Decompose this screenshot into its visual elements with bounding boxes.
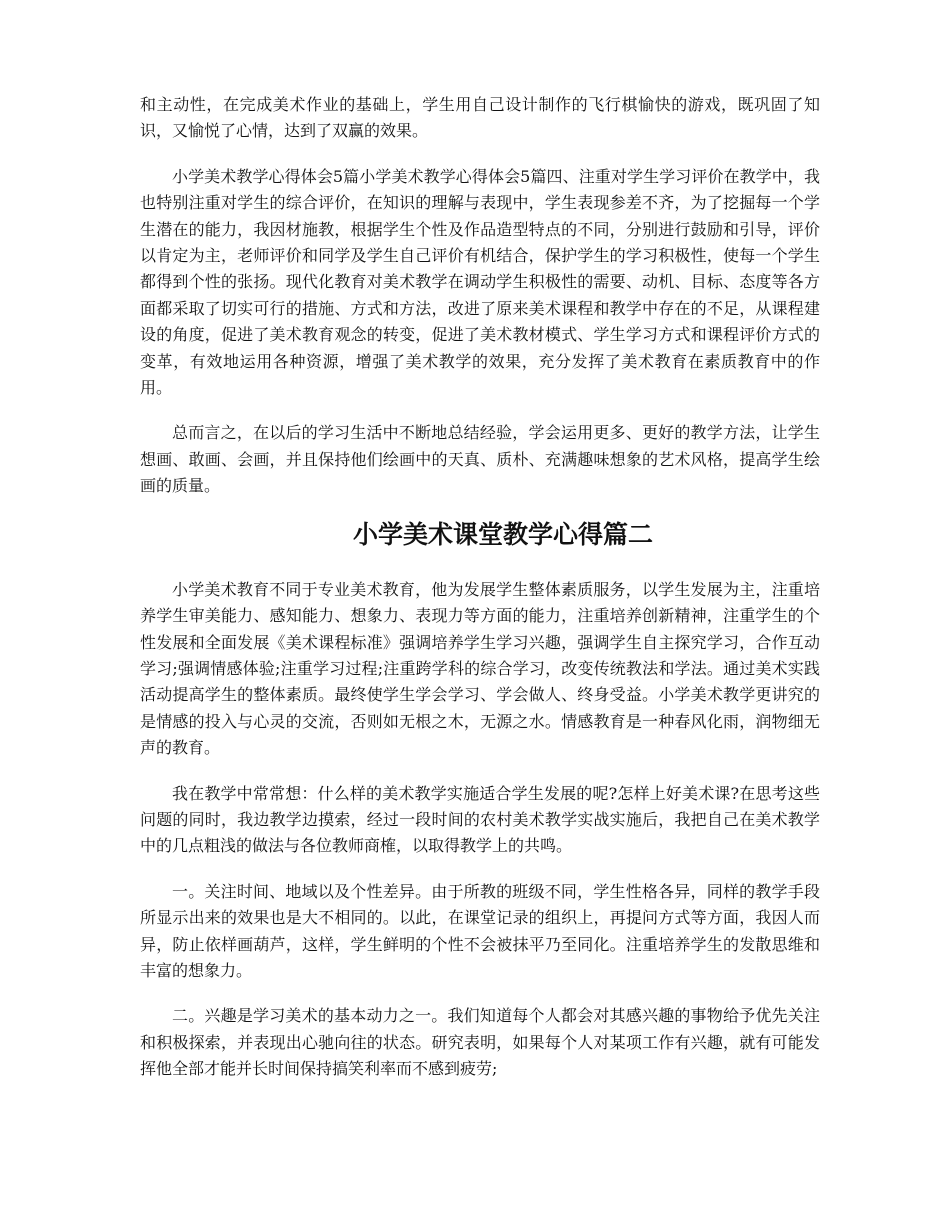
section-title: 小学美术课堂教学心得篇二 bbox=[353, 519, 654, 549]
document-page bbox=[140, 92, 820, 1083]
paragraph-4: 小学美术教育不同于专业美术教育，他为发展学生整体素质服务，以学生发展为主，注重培养学生审美能力、感知能力、想象力、表现力等方面的能力，注重培养创新精神，注重学生的个性发展和全面发展《美术课程标准》强调培养学生学习兴趣，强调学生自主探究学习，合作互动学习;强调情感体验;注重学习过程;注重跨学科的综合学习，改变传统教法和学法。通过美术实践活动提高学生的整体素质。最终使学生学会学习、学会做人、终身受益。小学美术教学更讲究的是情感的投入与心灵的交流，否则如无根之木，无源之水。情感教育是一种春风化雨，润物细无声的教育。 bbox=[140, 579, 820, 758]
paragraph-7: 二。兴趣是学习美术的基本动力之一。我们知道每个人都会对其感兴趣的事物给予优先关注和积极探索，并表现出心驰向往的状态。研究表明，如果每个人对某项工作有兴趣，就有可能发挥他全部才能并长时间保持搞笑利率而不感到疲劳; bbox=[140, 1006, 820, 1079]
paragraph-3: 总而言之，在以后的学习生活中不断地总结经验，学会运用更多、更好的教学方法，让学生想画、敢画、会画，并且保持他们绘画中的天真、质朴、充满趣味想象的艺术风格，提高学生绘画的质量。 bbox=[140, 423, 820, 496]
paragraph-2: 小学美术教学心得体会5篇小学美术教学心得体会5篇四、注重对学生学习评价在教学中，我也特别注重对学生的综合评价，在知识的理解与表现中，学生表现参差不齐，为了挖掘每一个学生潜在的能力，我因材施教，根据学生个性及作品造型特点的不同，分别进行鼓励和引导，评价以肯定为主，老师评价和同学及学生自己评价有机结合，保护学生的学习积极性，使每一个学生都得到个性的张扬。现代化教育对美术教学在调动学生积极性的需要、动机、目标、态度等各方面都采取了切实可行的措施、方式和方法，改进了原来美术课程和教学中存在的不足，从课程建设的角度，促进了美术教育观念的转变，促进了美术教材模式、学生学习方式和课程评价方式的变革，有效地运用各种资源，增强了美术教学的效果，充分发挥了美术教育在素质教育中的作用。 bbox=[140, 166, 820, 398]
paragraph-6: 一。关注时间、地域以及个性差异。由于所教的班级不同，学生性格各异，同样的教学手段所显示出来的效果也是大不相同的。以此，在课堂记录的组织上，再提问方式等方面，我因人而异，防止依样画葫芦，这样，学生鲜明的个性不会被抹平乃至同化。注重培养学生的发散思维和丰富的想象力。 bbox=[140, 881, 820, 980]
paragraph-5: 我在教学中常常想：什么样的美术教学实施适合学生发展的呢?怎样上好美术课?在思考这些问题的同时，我边教学边摸索，经过一段时间的农村美术教学实战实施后，我把自己在美术教学中的几点粗浅的做法与各位教师商榷，以取得教学上的共鸣。 bbox=[140, 783, 820, 856]
paragraph-1: 和主动性，在完成美术作业的基础上，学生用自己设计制作的飞行棋愉快的游戏，既巩固了知识，又愉悦了心情，达到了双赢的效果。 bbox=[140, 95, 820, 141]
